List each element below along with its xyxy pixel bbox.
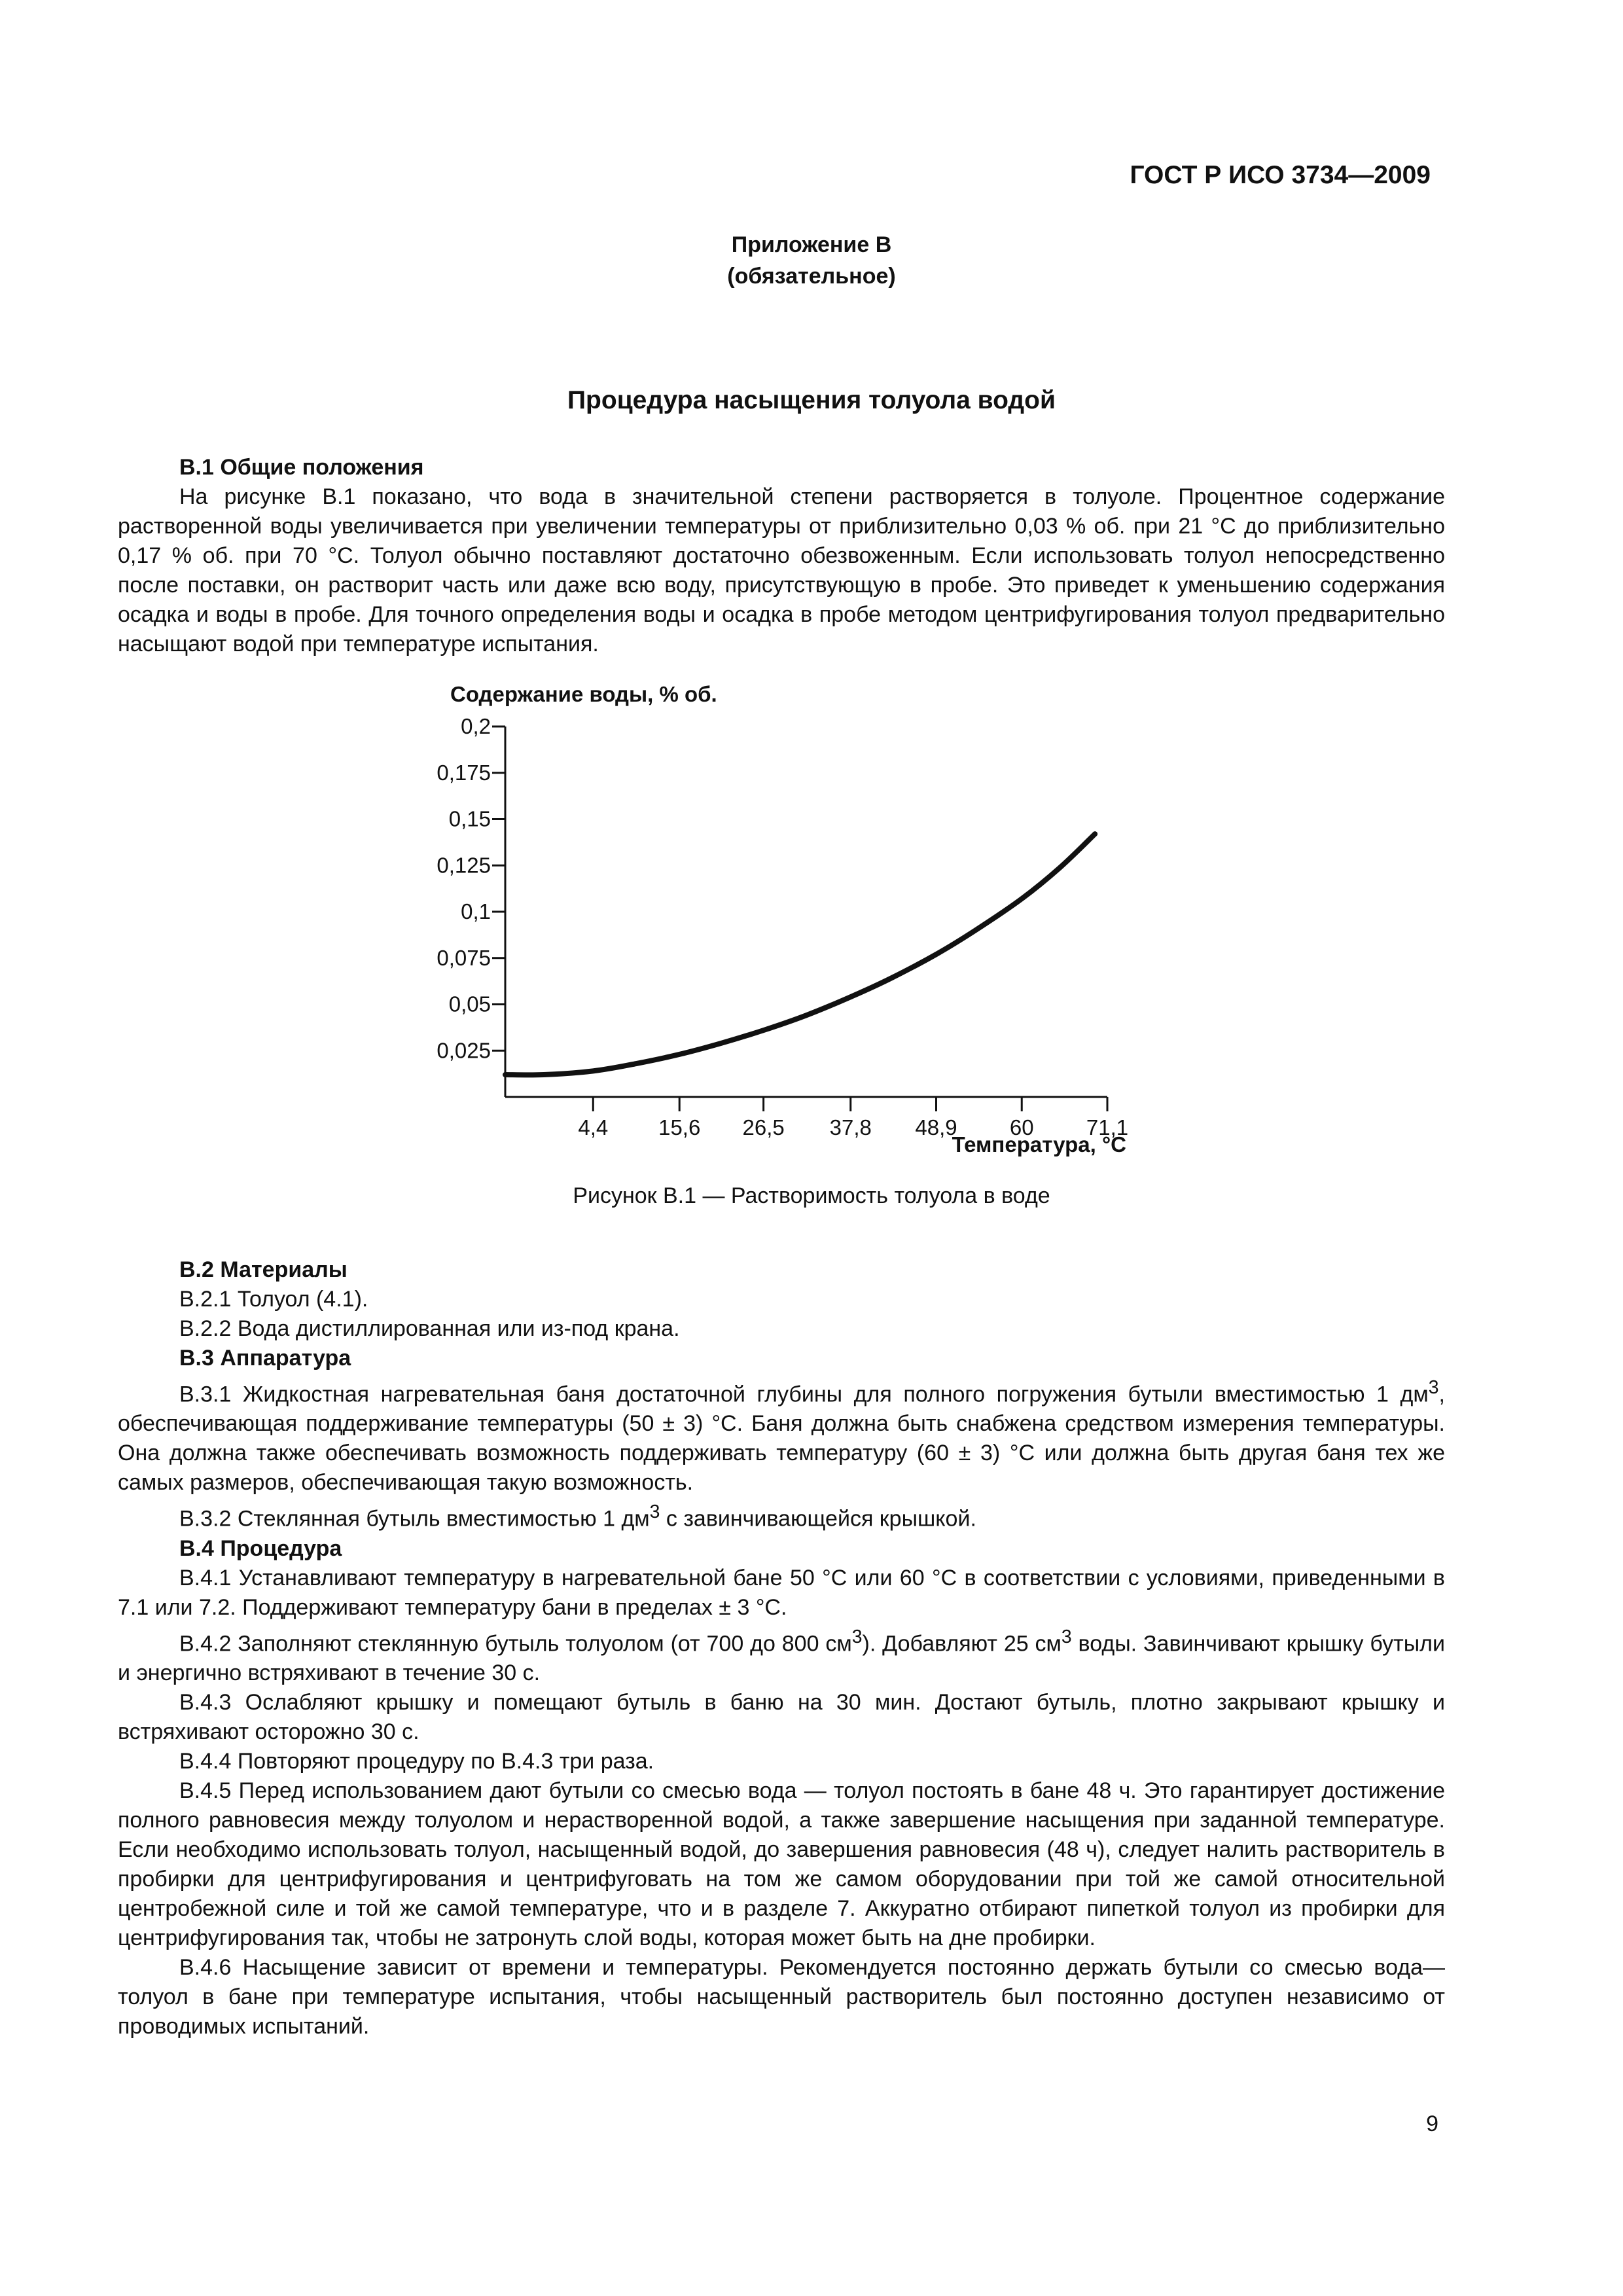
x-axis-label: Температура, °С: [952, 1132, 1126, 1157]
annex-title: Приложение В: [731, 232, 892, 257]
b42-text-c: воды. Завинчивают крышку бутыли и энергично встряхивают в течение 30 с.: [118, 1630, 1445, 1685]
x-tick-label: 60: [1009, 1115, 1034, 1139]
b32-superscript: 3: [649, 1501, 660, 1523]
y-ticks: [437, 714, 505, 1062]
x-tick-label: 37,8: [829, 1115, 872, 1139]
y-tick-label: 0,025: [437, 1038, 491, 1063]
b42-text-a: В.4.2 Заполняют стеклянную бутыль толуолом (от 700 до 800 см: [179, 1630, 852, 1656]
item-b43: В.4.3 Ослабляют крышку и помещают бутыль в баню на 30 мин. Достают бутыль, плотно закрывают крышку и встряхивают осторожно 30 с.: [118, 1689, 1445, 1744]
y-tick-label: 0,05: [448, 992, 491, 1016]
x-tick-label: 71,1: [1086, 1115, 1129, 1139]
item-b32: [118, 1498, 1445, 1534]
b42-superscript-1: 3: [851, 1626, 863, 1647]
procedure-title: Процедура насыщения толуола водой: [567, 386, 1056, 414]
y-tick-label: 0,125: [437, 853, 491, 878]
section-b2-b4: [118, 1255, 1445, 2041]
b42-superscript-2: 3: [1061, 1626, 1072, 1647]
x-tick-label: 4,4: [578, 1115, 609, 1139]
b32-text-after: с завинчивающейся крышкой.: [660, 1506, 976, 1532]
y-tick-label: 0,1: [461, 899, 491, 924]
item-b42: [118, 1623, 1445, 1688]
annex-subtitle: (обязательное): [727, 264, 896, 289]
x-tick-label: 26,5: [742, 1115, 785, 1139]
solubility-chart: [0, 674, 1623, 1224]
item-b46: В.4.6 Насыщение зависит от времени и температуры. Рекомендуется постоянно держать бутыли со смесью вода—толуол в бане при температуре испытания, чтобы насыщенный растворитель был постоянно доступен независимо от проводимых испытаний.: [118, 1954, 1445, 2039]
y-tick-label: 0,15: [448, 806, 491, 831]
solubility-curve: [505, 834, 1095, 1075]
annex-heading: [0, 229, 1623, 292]
item-b22: В.2.2 Вода дистиллированная или из-под крана.: [179, 1316, 680, 1341]
b32-text-before: В.3.2 Стеклянная бутыль вместимостью 1 дм: [179, 1506, 650, 1532]
figure-b1: [0, 674, 1623, 1224]
document-id: ГОСТ Р ИСО 3734—2009: [1130, 161, 1431, 189]
page-number: 9: [1426, 2111, 1438, 2136]
y-tick-label: 0,2: [461, 714, 491, 738]
section-b4-heading: В.4 Процедура: [179, 1535, 342, 1561]
b31-superscript: 3: [1428, 1377, 1439, 1398]
b42-text-b: ). Добавляют 25 см: [862, 1630, 1061, 1656]
section-b2-heading: В.2 Материалы: [179, 1257, 348, 1282]
section-b1-text: На рисунке В.1 показано, что вода в значительной степени растворяется в толуоле. Процентное содержание растворенной воды увеличивается при увеличении температуры от приблизительно 0,03 % об. при 21 °С до приблизительно 0,17 % об. при 70 °С. Толуол обычно поставляют достаточно обезвоженным. Если использовать толуол непосредственно после поставки, он растворит часть или даже всю воду, присутствующую в пробе. Это приведет к уменьшению содержания осадка и воды в пробе. Для точного определения воды и осадка в пробе методом центрифугирования толуол предварительно насыщают водой при температуре испытания.: [118, 484, 1445, 656]
section-b1: [118, 453, 1445, 659]
b31-text-after: , обеспечивающая поддерживание температуры (50 ± 3) °С. Баня должна быть снабжена средством измерения температуры. Она должна также обеспечивать возможность поддерживать температуру (60 ± 3) °С или должна быть другая баня тех же самых размеров, обеспечивающая такую возможность.: [118, 1382, 1445, 1496]
item-b31: [118, 1373, 1445, 1498]
item-b41: В.4.1 Устанавливают температуру в нагревательной бане 50 °С или 60 °С в соответствии с условиями, приведенными в 7.1 или 7.2. Поддерживают температуру бани в пределах ± 3 °С.: [118, 1565, 1445, 1620]
figure-caption: Рисунок В.1 — Растворимость толуола в воде: [573, 1183, 1050, 1208]
section-b3-heading: В.3 Аппаратура: [179, 1346, 351, 1371]
y-tick-label: 0,075: [437, 945, 491, 970]
item-b21: В.2.1 Толуол (4.1).: [179, 1287, 368, 1312]
item-b44: В.4.4 Повторяют процедуру по В.4.3 три раза.: [179, 1748, 654, 1774]
section-b1-heading: В.1 Общие положения: [179, 455, 424, 480]
y-axis-label: Содержание воды, % об.: [450, 682, 717, 706]
x-tick-label: 48,9: [915, 1115, 957, 1139]
x-tick-label: 15,6: [658, 1115, 701, 1139]
item-b45: В.4.5 Перед использованием дают бутыли со смесью вода — толуол постоять в бане 48 ч. Это гарантирует достижение полного равновесия между толуолом и нерастворенной водой, а также завершение насыщения при заданной температуре. Если необходимо использовать толуол, насыщенный водой, до завершения равновесия (48 ч), следует налить растворитель в пробирки для центрифугирования и центрифуговать на том же самом оборудовании при той же самой относительной центробежной силе и той же самой температуре, что и в разделе 7. Аккуратно отбирают пипеткой толуол из пробирки для центрифугирования так, чтобы не затронуть слой воды, которая может быть на дне пробирки.: [118, 1778, 1445, 1950]
b31-text-before: В.3.1 Жидкостная нагревательная баня достаточной глубины для полного погружения бутыли вместимостью 1 дм: [179, 1382, 1429, 1407]
y-tick-label: 0,175: [437, 760, 491, 785]
